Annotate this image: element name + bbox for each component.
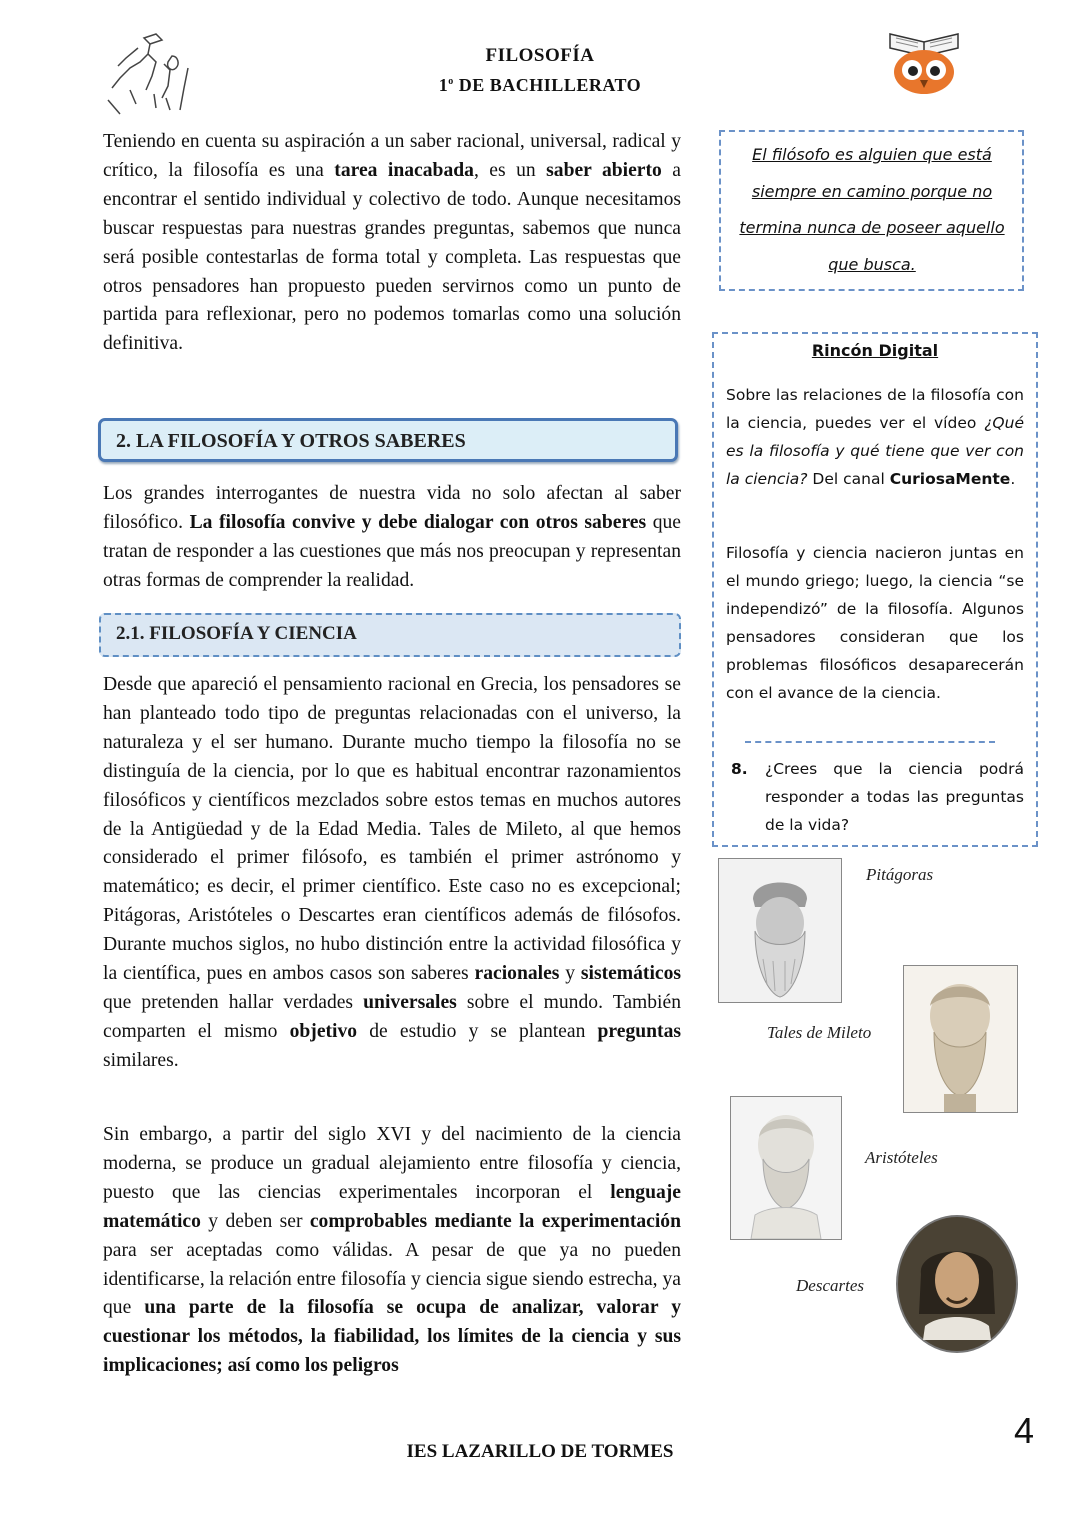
header-course-rest: DE BACHILLERATO xyxy=(458,75,642,95)
section-2-title: LA FILOSOFÍA Y OTROS SABERES xyxy=(136,430,466,452)
text-run: Teniendo en cuenta su aspiración a un saber racional, universal, radical y crítico, la filosofía es una xyxy=(103,131,681,181)
text-run: que pretenden hallar verdades xyxy=(103,991,364,1013)
footer-school-name: IES LAZARILLO DE TORMES xyxy=(406,1441,674,1462)
bold-text-run: objetivo xyxy=(289,1020,358,1042)
philosopher-quote: El filósofo es alguien que está siempre en camino porque no termina nunca de poseer aquello que busca. xyxy=(739,145,1005,274)
text-run: a encontrar el sentido individual y colectivo de todo. Aunque necesitamos buscar respuestas para nuestras grandes preguntas, sabemos que nunca será posible contestarlas de forma total y completa. Las respuestas que otros pensadores han propuesto pueden servirnos como un punto de partida para reflexionar, pero no podemos tomarlas como una solución definitiva. xyxy=(103,159,681,355)
tales-portrait xyxy=(903,965,1018,1113)
section-2-heading xyxy=(116,430,466,453)
text-run: Sin embargo, a partir del siglo XVI y del nacimiento de la ciencia moderna, se produce un gradual alejamiento entre filosofía y ciencia, puesto que las ciencias experimentales incorporan el xyxy=(103,1124,681,1203)
aristoteles-caption: Aristóteles xyxy=(865,1148,938,1167)
bold-text-run: preguntas xyxy=(597,1020,681,1042)
header-title-line1: FILOSOFÍA xyxy=(485,45,595,66)
text-run: sobre el mundo. También comparten el mismo xyxy=(103,991,681,1042)
descartes-caption: Descartes xyxy=(796,1276,864,1295)
text-run: y deben ser xyxy=(200,1210,310,1232)
rincon-science-text: Filosofía y ciencia nacieron juntas en el mundo griego; luego, la ciencia “se independizó” de la filosofía. Algunos pensadores consideran que los problemas filosóficos desaparecerán con el avance de la ciencia. xyxy=(726,544,1024,702)
filosofia-ciencia-paragraph xyxy=(103,671,681,1076)
owl-book-logo-icon xyxy=(884,26,964,96)
question-text: ¿Crees que la ciencia podrá responder a todas las preguntas de la vida? xyxy=(765,760,1024,834)
descartes-portrait xyxy=(895,1214,1019,1354)
rincon-separator xyxy=(745,741,995,743)
philosophers-logo-icon xyxy=(100,28,196,116)
bold-text-run: sistemáticos xyxy=(580,963,682,985)
text-run: que tratan de responder a las cuestiones que más nos preocupan y representan otras formas de comprender la realidad. xyxy=(103,511,681,591)
pitagoras-portrait xyxy=(718,858,842,1003)
siglo-xvi-paragraph xyxy=(103,1121,681,1381)
bold-text-run: racionales xyxy=(474,963,560,985)
header-course-ordinal: o xyxy=(448,76,454,87)
header-course-number: 1 xyxy=(438,75,449,95)
rincon-video-title[interactable]: ¿Qué es la filosofía y qué tiene que ver con la ciencia? xyxy=(726,414,1024,488)
text-run: similares. xyxy=(103,1049,179,1071)
bold-text-run: saber abierto xyxy=(546,159,662,181)
text-run: de estudio y se plantean xyxy=(357,1020,598,1042)
bold-text-run: una parte de la filosofía se ocupa de analizar, valorar y cuestionar los métodos, la fiabilidad, los límites de la ciencia y sus implicaciones; así como los peligros xyxy=(103,1297,681,1377)
bold-text-run: La filosofía convive y debe dialogar con otros saberes xyxy=(189,511,647,533)
bold-text-run: universales xyxy=(363,991,457,1013)
rincon-video-intro: Sobre las relaciones de la filosofía con la ciencia, puedes ver el vídeo xyxy=(726,386,1024,432)
page-number: 4 xyxy=(1014,1410,1035,1451)
text-run: Los grandes interrogantes de nuestra vida no solo afectan al saber filosófico. xyxy=(103,483,681,533)
rincon-video-channel: CuriosaMente xyxy=(889,470,1011,488)
rincon-video-channel-prefix: Del canal xyxy=(807,470,890,488)
bold-text-run: comprobables mediante la experimentación xyxy=(309,1210,682,1232)
rincon-video-text xyxy=(726,381,1024,493)
section-2-number: 2. xyxy=(116,430,131,452)
intro-paragraph xyxy=(103,128,681,359)
saberes-paragraph xyxy=(103,480,681,596)
text-run: y xyxy=(559,963,581,985)
document-header-title xyxy=(380,42,700,98)
section-2-1-title: FILOSOFÍA Y CIENCIA xyxy=(149,623,357,644)
rincon-video-end: . xyxy=(1010,470,1016,488)
rincon-digital-title: Rincón Digital xyxy=(811,341,939,360)
pitagoras-caption: Pitágoras xyxy=(866,865,934,884)
aristoteles-portrait xyxy=(730,1096,842,1240)
question-number: 8. xyxy=(731,760,748,778)
bold-text-run: lenguaje matemático xyxy=(103,1181,681,1232)
section-2-1-heading xyxy=(116,623,357,645)
text-run: Desde que apareció el pensamiento racional en Grecia, los pensadores se han planteado todo tipo de preguntas relacionadas con el universo, la naturaleza y el ser humano. Durante mucho tiempo la filosofía no se distinguía de la ciencia, por lo que es habitual encontrar razonamientos filosóficos y científicos mezclados sobre estos temas en muchos autores de la Antigüedad y de la Edad Media. Tales de Mileto, al que hemos considerado el primer filósofo, es también el primer astrónomo y matemático; es decir, el primer científico. Este caso no es excepcional; Pitágoras, Aristóteles o Descartes eran científicos además de filósofos. Durante muchos siglos, no hubo distinción entre la actividad filosófica y la científica, pues en ambos casos son saberes xyxy=(103,674,681,985)
text-run: , es un xyxy=(473,159,547,181)
tales-caption: Tales de Mileto xyxy=(767,1023,872,1042)
section-2-1-number: 2.1. xyxy=(116,623,145,644)
bold-text-run: tarea inacabada xyxy=(334,159,474,181)
text-run: para ser aceptadas como válidas. A pesar de que ya no pueden identificarse, la relación entre filosofía y ciencia sigue siendo estrecha, ya que xyxy=(103,1239,681,1319)
